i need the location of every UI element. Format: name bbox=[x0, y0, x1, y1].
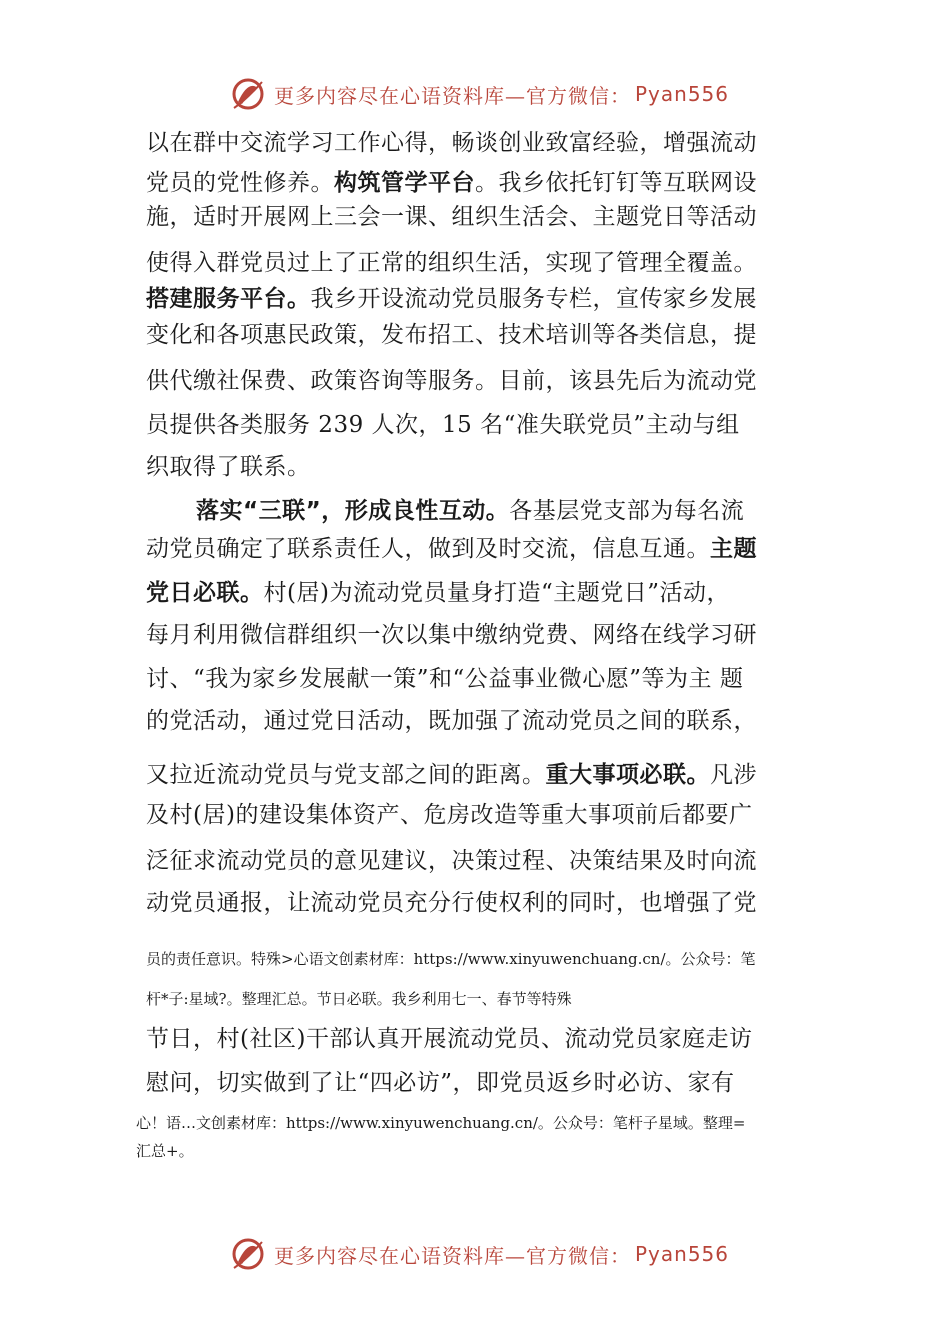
heading-three-links: 落实“三联”，形成良性互动。 bbox=[196, 498, 510, 524]
text-line-12: 党日必联。村(居)为流动党员量身打造“主题党日”活动， bbox=[146, 580, 730, 606]
small-line-1: 员的责任意识。特殊>心语文创素材库：https://www.xinyuwenchuang.cn/。公众号：笔 bbox=[146, 950, 756, 968]
text-line-18: 泛征求流动党员的意见建议，决策过程、决策结果及时向流 bbox=[146, 848, 757, 874]
text-line-7: 供代缴社保费、政策咨询等服务。目前，该县先后为流动党 bbox=[146, 368, 757, 394]
text-line-21: 慰问，切实做到了让“四必访”，即党员返乡时必访、家有 bbox=[146, 1070, 735, 1096]
small-line-3: 心！语…文创素材库：https://www.xinyuwenchuang.cn/。公众号：笔杆子星域。整理= bbox=[136, 1114, 746, 1132]
banner-wechat-id: Pyan556 bbox=[635, 1242, 730, 1266]
heading-service-platform: 搭建服务平台。 bbox=[146, 286, 311, 312]
banner-wechat-id: Pyan556 bbox=[635, 82, 730, 106]
text-line-9: 织取得了联系。 bbox=[146, 454, 311, 480]
banner-text: 更多内容尽在心语资料库—官方微信： bbox=[274, 1243, 631, 1268]
small-line-4: 汇总+。 bbox=[136, 1142, 194, 1160]
heading-theme-day: 主题 bbox=[710, 536, 757, 562]
text-line-10: 落实“三联”，形成良性互动。各基层党支部为每名流 bbox=[196, 498, 745, 524]
text-line-15: 的党活动，通过党日活动，既加强了流动党员之间的联系， bbox=[146, 708, 757, 734]
logo-icon bbox=[228, 1234, 268, 1274]
small-line-2: 杆*子:星域?。整理汇总。节日必联。我乡利用七一、春节等特殊 bbox=[146, 990, 572, 1008]
footer-watermark-banner bbox=[228, 1234, 748, 1274]
text-line-6: 变化和各项惠民政策，发布招工、技术培训等各类信息，提 bbox=[146, 322, 757, 348]
heading-management-platform: 构筑管学平台 bbox=[334, 170, 475, 196]
header-watermark-banner bbox=[228, 74, 748, 114]
text-line-8: 员提供各类服务 239 人次，15 名“准失联党员”主动与组 bbox=[146, 412, 740, 438]
text-line-11: 动党员确定了联系责任人，做到及时交流，信息互通。主题 bbox=[146, 536, 757, 562]
text-line-19: 动党员通报，让流动党员充分行使权利的同时，也增强了党 bbox=[146, 890, 757, 916]
logo-icon bbox=[228, 74, 268, 114]
text-line-5: 搭建服务平台。我乡开设流动党员服务专栏，宣传家乡发展 bbox=[146, 286, 757, 312]
banner-text: 更多内容尽在心语资料库—官方微信： bbox=[274, 83, 631, 108]
text-line-20: 节日，村(社区)干部认真开展流动党员、流动党员家庭走访 bbox=[146, 1026, 753, 1052]
text-line-16: 又拉近流动党员与党支部之间的距离。重大事项必联。凡涉 bbox=[146, 762, 757, 788]
text-line-1: 以在群中交流学习工作心得，畅谈创业致富经验，增强流动 bbox=[146, 130, 757, 156]
text-line-13: 每月利用微信群组织一次以集中缴纳党费、网络在线学习研 bbox=[146, 622, 757, 648]
heading-major-matters: 重大事项必联。 bbox=[545, 762, 710, 788]
text-line-14: 讨、“我为家乡发展献一策”和“公益事业微心愿”等为主 题 bbox=[146, 666, 744, 692]
text-line-4: 使得入群党员过上了正常的组织生活，实现了管理全覆盖。 bbox=[146, 250, 757, 276]
text-line-3: 施，适时开展网上三会一课、组织生活会、主题党日等活动 bbox=[146, 204, 757, 230]
text-line-2: 党员的党性修养。构筑管学平台。我乡依托钉钉等互联网设 bbox=[146, 170, 757, 196]
text-line-17: 及村(居)的建设集体资产、危房改造等重大事项前后都要广 bbox=[146, 802, 753, 828]
